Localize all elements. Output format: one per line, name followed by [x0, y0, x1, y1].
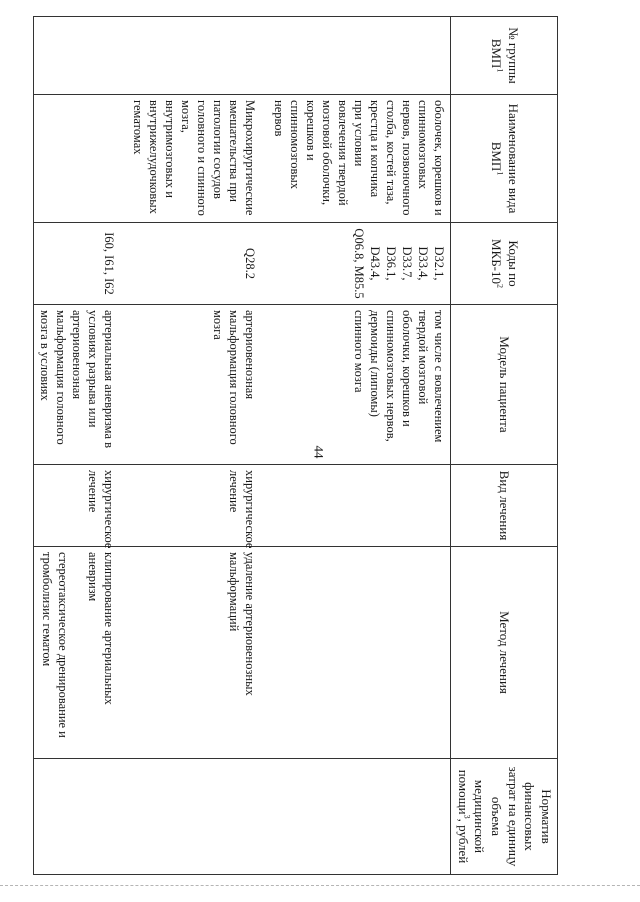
- cell-name: оболочек, корешков и спинномозговых нервов, позвоночного столба, костей таза, крестца и копчика при условии вовлечения твердой мозговой оболочки, корешков и спинномозговых нервов: [268, 95, 451, 223]
- cell-name: [34, 95, 128, 223]
- cell-codes: Q28.2: [127, 223, 268, 305]
- cell-norm: [127, 759, 268, 875]
- table-row: [127, 17, 268, 875]
- cell-model: артериовенозная мальформация головного мозга: [127, 305, 268, 465]
- header-model: Модель пациента: [451, 305, 558, 465]
- header-name: Наименование вида ВМП$^1$: [451, 95, 558, 223]
- vmp-table: [33, 16, 558, 875]
- header-norm: Норматив финансовых затрат на единицу объема медицинской помощи$^3$, рублей: [451, 759, 558, 875]
- cell-norm: [34, 759, 128, 875]
- cell-group: [34, 17, 128, 95]
- cell-method: [34, 547, 128, 759]
- cell-method: [268, 547, 451, 759]
- scan-edge-line: [0, 885, 640, 886]
- table-row: [268, 17, 451, 875]
- table-header-row: [451, 17, 558, 875]
- header-codes: Коды по МКБ-$10^2$: [451, 223, 558, 305]
- page-number: 44: [311, 445, 327, 459]
- method-drainage: стереотаксическое дренирование и тромболизис гематом: [40, 552, 71, 738]
- cell-group: [127, 17, 268, 95]
- cell-treatment-type: [268, 465, 451, 547]
- header-method: Метод лечения: [451, 547, 558, 759]
- table-row: [34, 17, 128, 875]
- cell-codes: D32.1, D33.4, D33.7, D36.1, D43.4, Q06.8, M85.5: [268, 223, 451, 305]
- cell-model: том числе с вовлечением твердой мозговой оболочки, корешков и спинномозговых нервов, дермоиды (липомы) спинного мозга: [268, 305, 451, 465]
- cell-name: Микрохирургические вмешательства при патологии сосудов головного и спинного мозга, внутримозговых и внутрижелудочковых гематомах: [127, 95, 268, 223]
- cell-method: удаление артериовенозных мальформаций: [127, 547, 268, 759]
- method-clipping: клипирование артериальных аневризм: [86, 552, 117, 705]
- cell-norm: [268, 759, 451, 875]
- cell-treatment-type: хирургическое лечение: [34, 465, 128, 547]
- cell-treatment-type: хирургическое лечение: [127, 465, 268, 547]
- cell-model: артериальная аневризма в условиях разрыва или артериовенозная мальформация головного мозга в условиях: [34, 305, 128, 465]
- header-group: № группы ВМП$^1$: [451, 17, 558, 95]
- header-treatment-type: Вид лечения: [451, 465, 558, 547]
- cell-codes: I60, I61, I62: [34, 223, 128, 305]
- cell-group: [268, 17, 451, 95]
